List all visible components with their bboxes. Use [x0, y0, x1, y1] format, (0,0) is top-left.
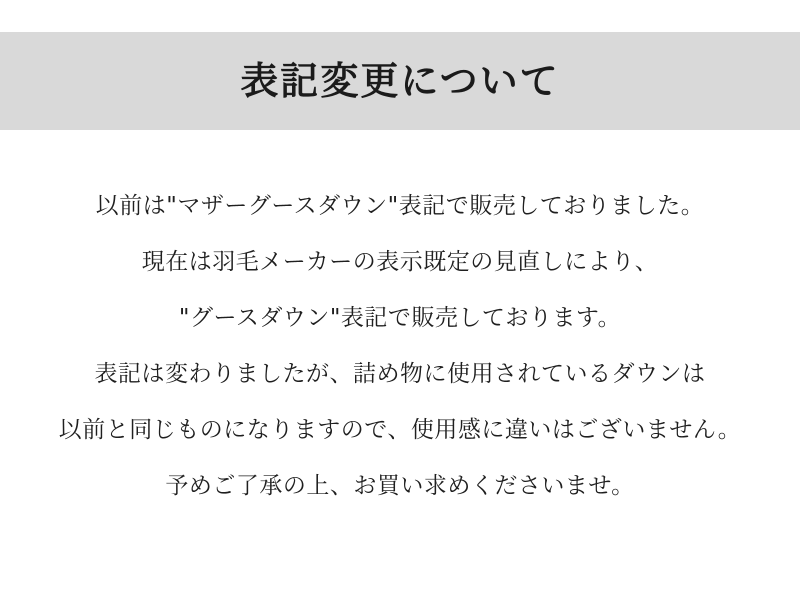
notice-line: 以前と同じものになりますので、使用感に違いはございません。 — [58, 417, 742, 443]
notice-line: "グースダウン"表記で販売しております。 — [178, 305, 622, 331]
notice-body — [0, 178, 800, 514]
notice-line: 予めご了承の上、お買い求めくださいませ。 — [165, 473, 635, 499]
notice-line: 表記は変わりましたが、詰め物に使用されているダウンは — [94, 361, 706, 387]
notice-line: 現在は羽毛メーカーの表示既定の見直しにより、 — [141, 249, 659, 275]
notice-line: 以前は"マザーグースダウン"表記で販売しておりました。 — [95, 193, 705, 219]
page-title: 表記変更について — [240, 59, 560, 103]
header-band — [0, 32, 800, 130]
